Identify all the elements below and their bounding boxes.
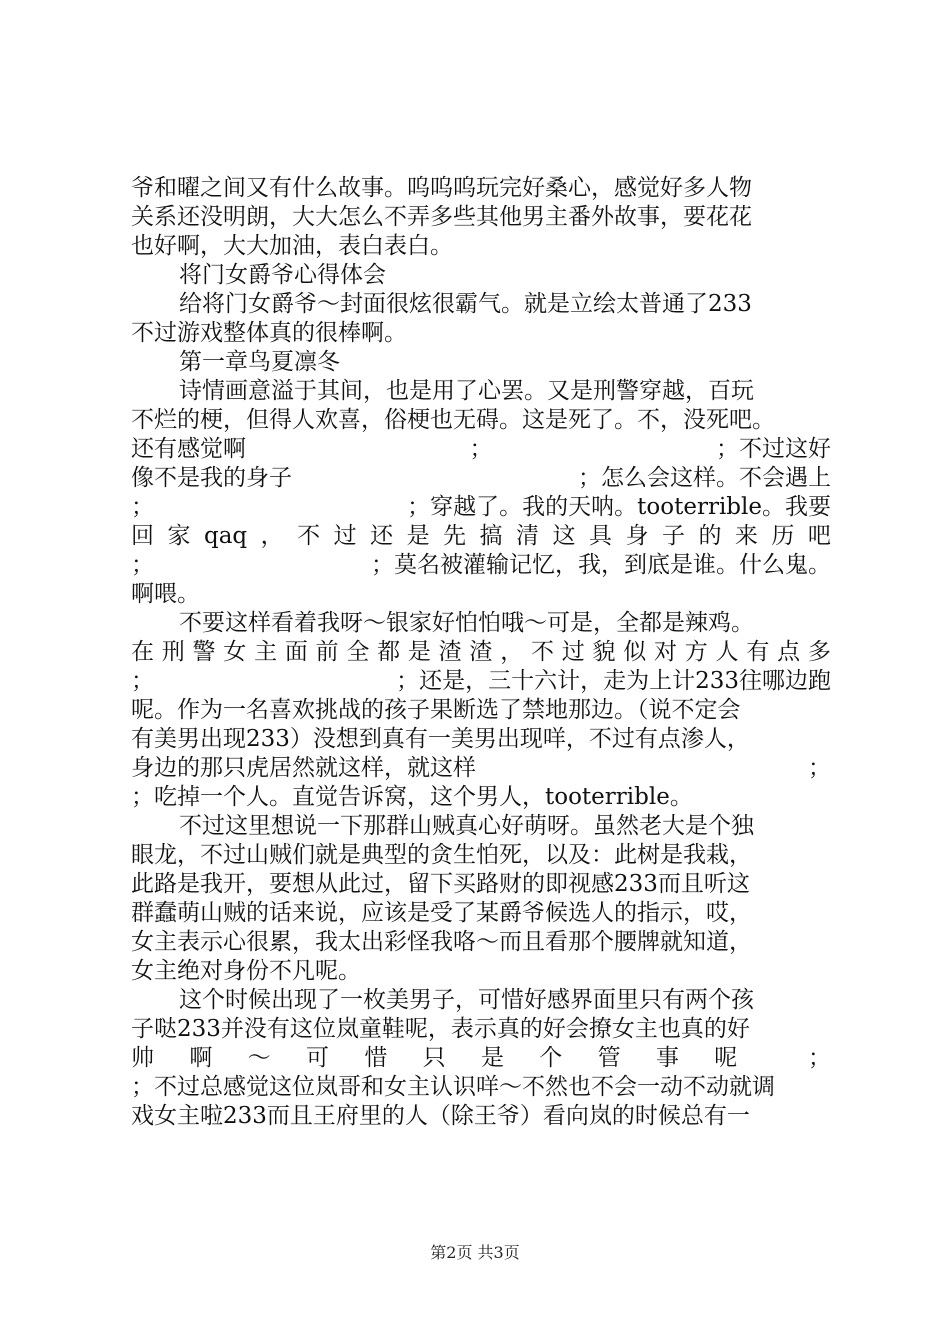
text-segment: 呢 — [714, 1045, 738, 1071]
text-segment: 有 — [746, 639, 770, 665]
text-segment: 貌 — [592, 639, 616, 665]
text-segment: 过 — [333, 523, 357, 549]
text-segment: ；怎么会这样。不会遇上 — [578, 465, 831, 491]
text-line — [131, 435, 831, 464]
text-segment: ；莫名被灌输记忆，我，到底是谁。什么鬼。 — [371, 552, 831, 578]
text-segment: ； — [131, 494, 154, 520]
text-line: ；吃掉一个人。直觉告诉窝，这个男人，tooterrible。 — [131, 784, 693, 810]
text-segment: 面 — [284, 639, 308, 665]
text-segment: 方 — [684, 639, 708, 665]
text-segment: 来 — [734, 523, 758, 549]
text-segment: 前 — [315, 639, 339, 665]
text-segment: 是 — [407, 639, 431, 665]
text-segment: 是 — [480, 1045, 504, 1071]
text-segment: ；不过这好 — [716, 436, 831, 462]
text-segment: ；穿越了。我的天呐。tooterrible。我要 — [407, 494, 831, 520]
text-segment: 刑 — [161, 639, 185, 665]
text-line — [131, 493, 831, 522]
text-segment: 像不是我的身子 — [131, 465, 292, 491]
text-line: 给将门女爵爷～封面很炫很霸气。就是立绘太普通了233 — [179, 291, 752, 317]
text-segment: 家 — [167, 523, 191, 549]
text-line — [131, 667, 831, 696]
text-segment: 身边的那只虎居然就这样，就这样 — [131, 755, 476, 781]
text-segment: 身 — [625, 523, 649, 549]
text-line — [131, 522, 831, 551]
text-segment: 可 — [305, 1045, 329, 1071]
text-line — [131, 464, 831, 493]
text-segment: ～ — [247, 1045, 271, 1071]
text-line: 女主绝对身份不凡呢。 — [131, 958, 361, 984]
text-line: 诗情画意溢于其间，也是用了心罢。又是刑警穿越，百玩 — [179, 378, 754, 404]
text-segment: 渣 — [438, 639, 462, 665]
text-segment: ； — [469, 436, 493, 462]
text-segment: 帅 — [131, 1045, 154, 1071]
text-segment: 不 — [297, 523, 321, 549]
text-segment: 多 — [807, 639, 831, 665]
text-line — [131, 638, 831, 667]
text-line: 此路是我开，要想从此过，留下买路财的即视感233而且听这 — [131, 871, 750, 897]
text-segment: 还 — [370, 523, 394, 549]
text-line: 啊喂。 — [131, 581, 200, 607]
text-segment: ； — [807, 1045, 831, 1071]
text-line — [131, 754, 831, 783]
text-segment: 搞 — [479, 523, 503, 549]
text-segment: ； — [808, 755, 831, 781]
text-line: 有美男出现233）没想到真有一美男出现咩，不过有点渗人， — [131, 726, 750, 752]
section-heading: 将门女爵爷心得体会 — [179, 262, 386, 288]
text-segment: 具 — [588, 523, 612, 549]
text-segment: 不 — [530, 639, 554, 665]
text-line: 眼龙，不过山贼们就是典型的贪生怕死，以及：此树是我栽， — [131, 842, 752, 868]
text-segment: 警 — [192, 639, 216, 665]
text-line: 戏女主啦233而且王府里的人（除王爷）看向岚的时候总有一 — [131, 1103, 750, 1129]
text-segment: 对 — [654, 639, 678, 665]
text-segment: 个 — [539, 1045, 563, 1071]
text-segment: 主 — [254, 639, 278, 665]
text-line: 女主表示心很累，我太出彩怪我咯～而且看那个腰牌就知道， — [131, 929, 752, 955]
text-segment: 吧 — [807, 523, 831, 549]
text-segment: ；还是，三十六计，走为上计233往哪边跑 — [396, 668, 831, 694]
text-segment: 人 — [715, 639, 739, 665]
page-footer: 第2页 共3页 — [430, 1243, 520, 1262]
chapter-heading: 第一章鸟夏凛冬 — [179, 349, 340, 375]
text-segment: 渣 — [469, 639, 493, 665]
text-segment: 先 — [443, 523, 467, 549]
text-segment: ； — [131, 552, 154, 578]
text-segment: 还有感觉啊 — [131, 436, 246, 462]
text-line: 这个时候出现了一枚美男子，可惜好感界面里只有两个孩 — [179, 987, 754, 1013]
text-segment: 惜 — [364, 1045, 388, 1071]
text-segment: 只 — [422, 1045, 446, 1071]
text-segment: 全 — [346, 639, 370, 665]
text-line: 爷和曜之间又有什么故事。呜呜呜玩完好桑心，感觉好多人物 — [131, 175, 752, 201]
text-line — [131, 1044, 831, 1073]
text-segment: 子 — [661, 523, 685, 549]
text-line: ；不过总感觉这位岚哥和女主认识咩～不然也不会一动不动就调 — [131, 1074, 775, 1100]
text-line: 不要这样看着我呀～银家好怕怕哦～可是，全都是辣鸡。 — [179, 610, 754, 636]
text-segment: 回 — [131, 523, 154, 549]
text-segment: 这 — [552, 523, 576, 549]
text-segment: qaq — [203, 523, 248, 549]
text-line: 不烂的梗，但得人欢喜，俗梗也无碍。这是死了。不，没死吧。 — [131, 407, 775, 433]
text-segment: 是 — [406, 523, 430, 549]
text-segment: ， — [500, 639, 524, 665]
text-line: 关系还没明朗，大大怎么不弄多些其他男主番外故事，要花花 — [131, 204, 752, 230]
text-segment: 点 — [777, 639, 801, 665]
text-line: 群蠢萌山贼的话来说，应该是受了某爵爷候选人的指示，哎， — [131, 900, 752, 926]
text-line: 不过游戏整体真的很棒啊。 — [131, 320, 407, 346]
text-segment: 啊 — [189, 1045, 213, 1071]
text-line: 也好啊，大大加油，表白表白。 — [131, 233, 453, 259]
text-segment: ， — [260, 523, 284, 549]
text-segment: ； — [131, 668, 154, 694]
text-segment: 历 — [771, 523, 795, 549]
text-line — [131, 551, 831, 580]
text-segment: 都 — [377, 639, 401, 665]
text-segment: 女 — [223, 639, 247, 665]
text-segment: 管 — [597, 1045, 621, 1071]
text-segment: 事 — [655, 1045, 679, 1071]
text-line: 呢。作为一名喜欢挑战的孩子果断选了禁地那边。（说不定会 — [131, 697, 741, 723]
text-segment: 过 — [561, 639, 585, 665]
document-body — [131, 174, 831, 1131]
text-segment: 的 — [698, 523, 722, 549]
text-segment: 在 — [131, 639, 154, 665]
text-segment: 清 — [516, 523, 540, 549]
text-line: 子哒233并没有这位岚童鞋呢，表示真的好会撩女主也真的好 — [131, 1016, 750, 1042]
text-line: 不过这里想说一下那群山贼真心好萌呀。虽然老大是个独 — [179, 813, 754, 839]
text-segment: 似 — [623, 639, 647, 665]
